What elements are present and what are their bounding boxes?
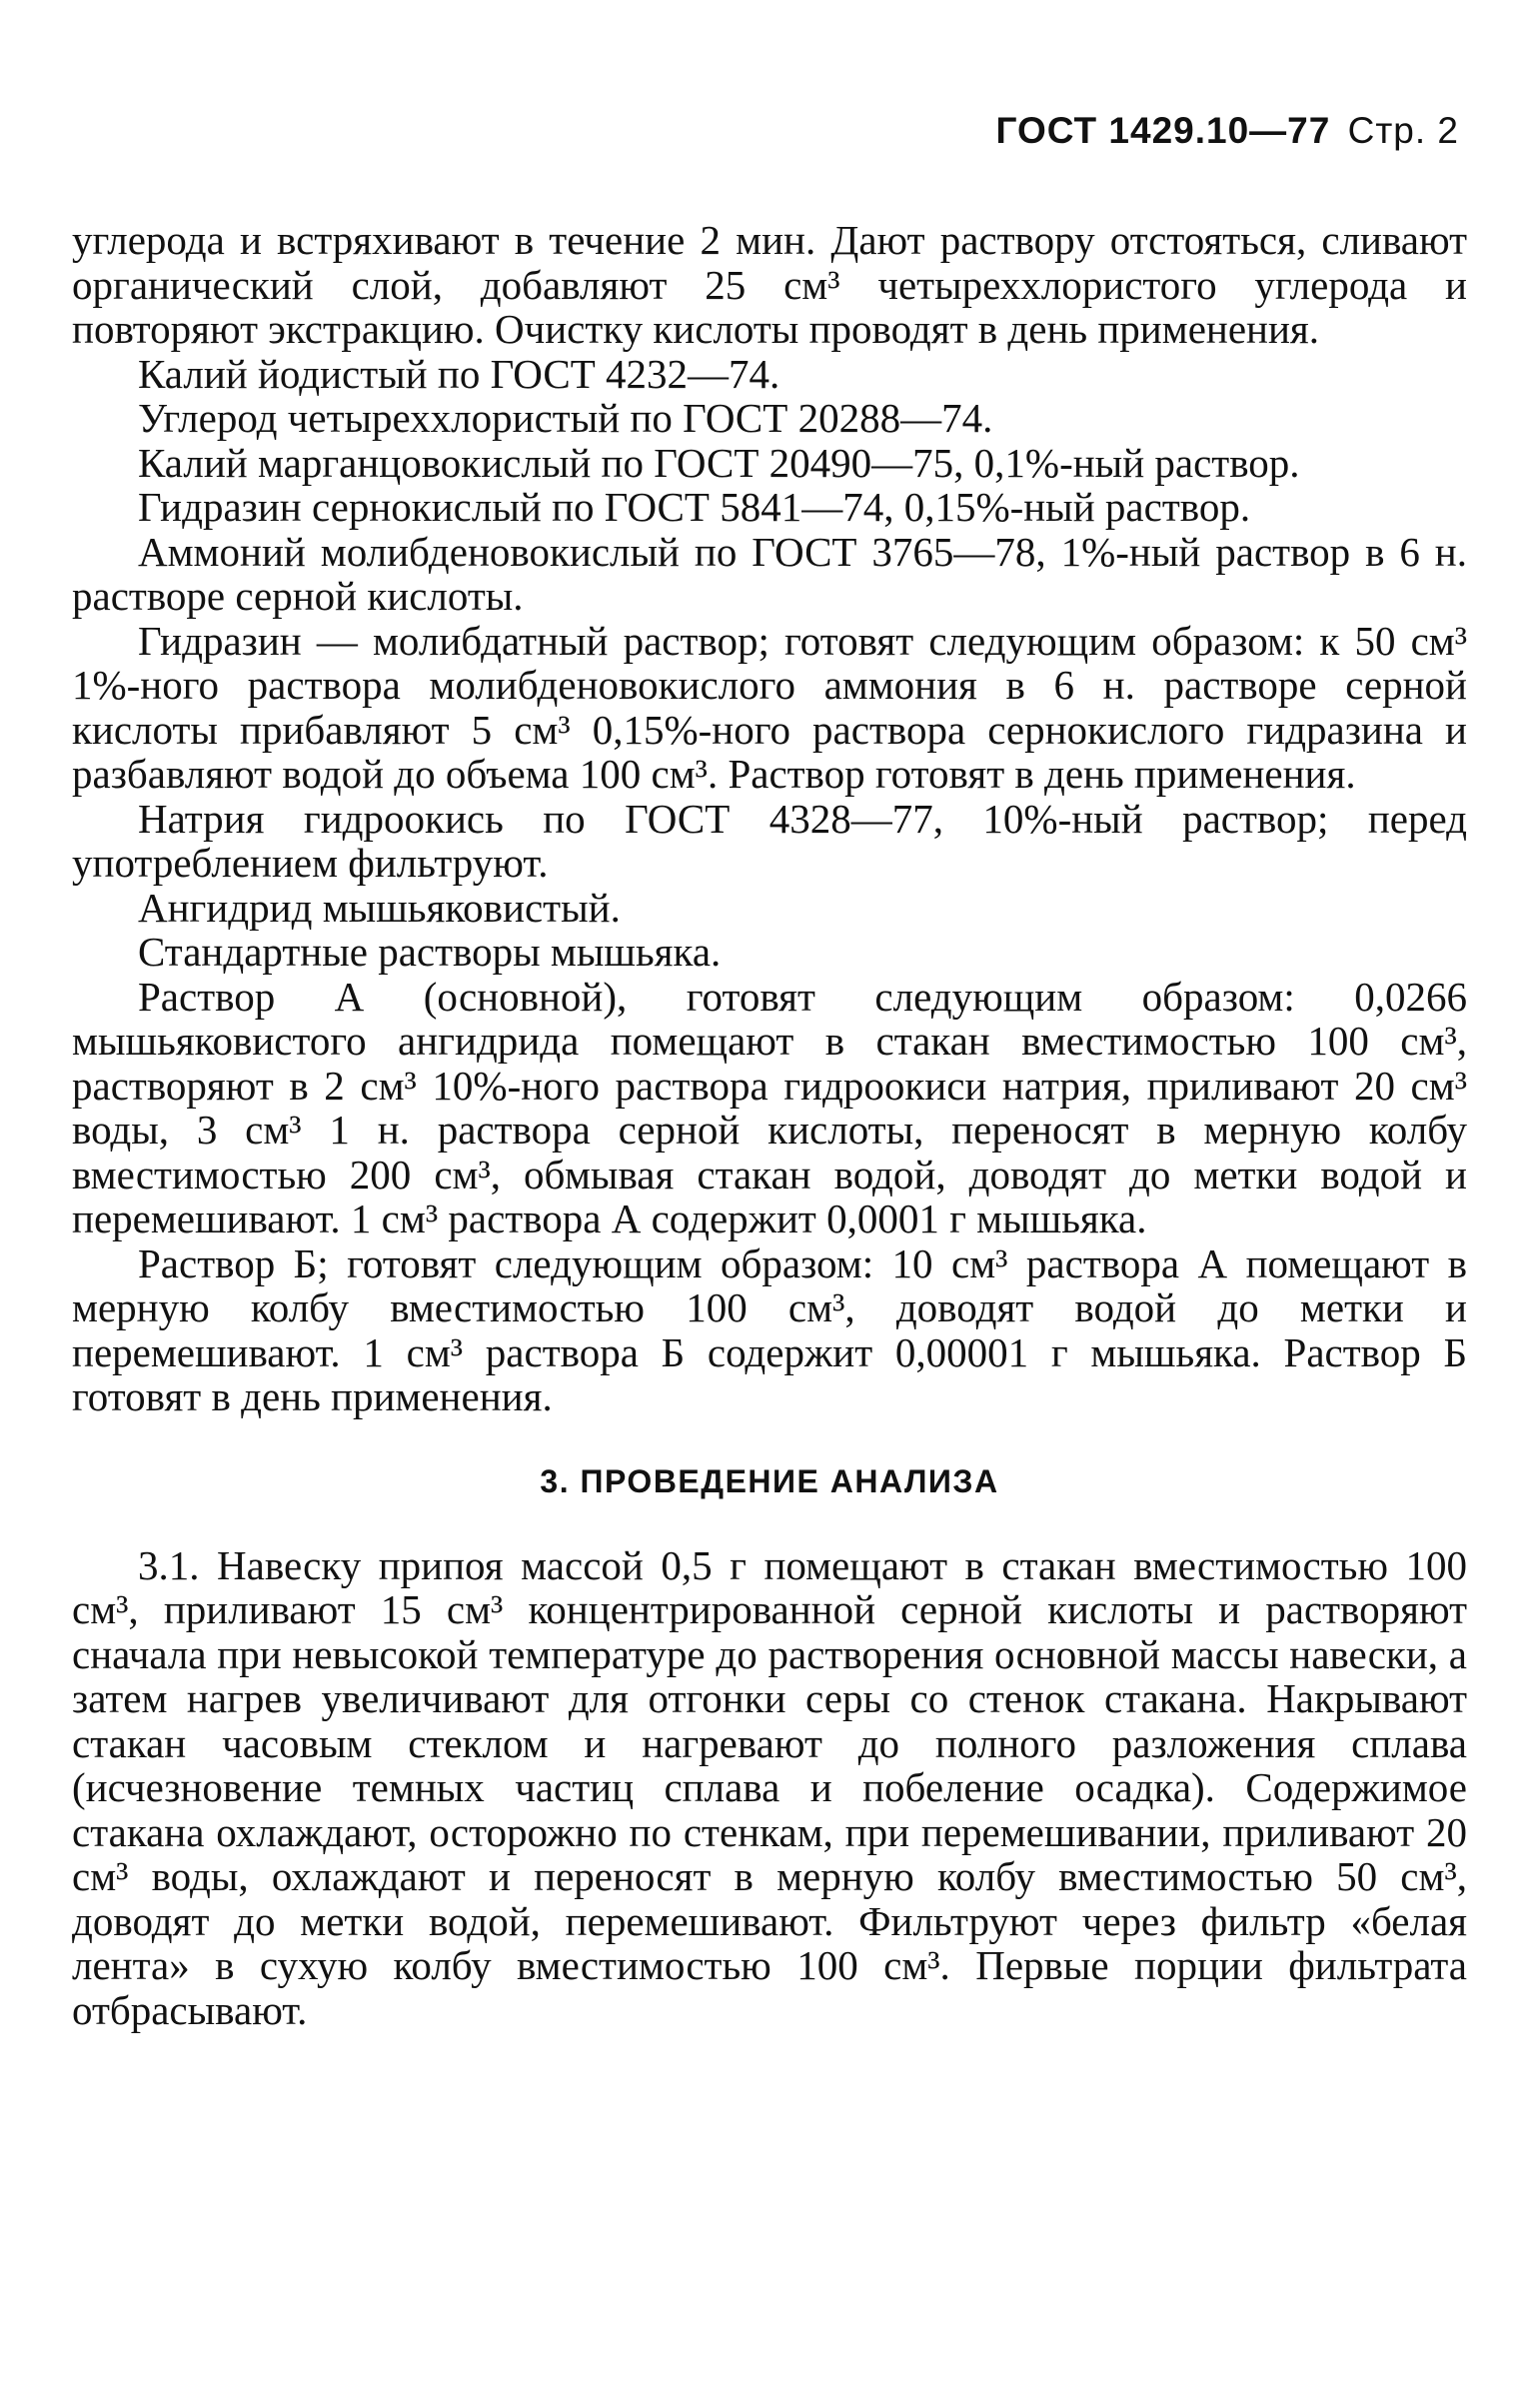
reagent-ammonium-molybdate: Аммоний молибденовокислый по ГОСТ 3765—78, 1%-ный раствор в 6 н. растворе серной кислоты.: [72, 528, 1467, 619]
reagent-hydrazine-molybdate-solution: Гидразин — молибдатный раствор; готовят следующим образом: к 50 см³ 1%-ного раствора молибденовокислого аммония в 6 н. растворе серной кислоты прибавляют 5 см³ 0,15%-ного раствора сернокислого гидразина и разбавляют водой до объема 100 см³. Раствор готовят в день применения.: [72, 617, 1467, 797]
reagent-arsenous-anhydride: Ангидрид мышьяковистый.: [138, 884, 621, 931]
reagent-potassium-permanganate: Калий марганцовокислый по ГОСТ 20490—75, 0,1%-ный раствор.: [138, 439, 1300, 486]
standard-reference: ГОСТ 1429.10—77: [995, 110, 1331, 151]
reagent-sodium-hydroxide: Натрия гидроокись по ГОСТ 4328—77, 10%-ный раствор; перед употреблением фильтруют.: [72, 795, 1467, 886]
paragraph-continuation: углерода и встряхивают в течение 2 мин. Дают раствору отстояться, сливают органический слой, добавляют 25 см³ четыреххлористого углерода и повторяют экстракцию. Очистку кислоты проводят в день применения.: [72, 217, 1467, 352]
document-page: [72, 0, 1467, 2408]
clause-3-1: 3.1. Навеску припоя массой 0,5 г помещают в стакан вместимостью 100 см³, приливают 15 см³ концентрированной серной кислоты и растворяют сначала при невысокой температуре до растворения основной массы навески, а затем нагрев увеличивают для отгонки серы со стенок стакана. Накрывают стакан часовым стеклом и нагревают до полного разложения сплава (исчезновение темных частиц сплава и побеление осадка). Содержимое стакана охлаждают, осторожно по стенкам, при перемешивании, приливают 20 см³ воды, охлаждают и переносят в мерную колбу вместимостью 50 см³, доводят до метки водой, перемешивают. Фильтруют через фильтр «белая лента» в сухую колбу вместимостью 100 см³. Первые порции фильтрата отбрасывают.: [72, 1541, 1467, 2033]
running-header: [995, 110, 1459, 152]
solution-a-description: Раствор А (основной), готовят следующим образом: 0,0266 мышьяковистого ангидрида помещают в стакан вместимостью 100 см³, растворяют в 2 см³ 10%-ного раствора гидроокиси натрия, приливают 20 см³ воды, 3 см³ 1 н. раствора серной кислоты, переносят в мерную колбу вместимостью 200 см³, обмывая стакан водой, доводят до метки водой и перемешивают. 1 см³ раствора А содержит 0,0001 г мышьяка.: [72, 973, 1467, 1241]
page-number: Стр. 2: [1347, 110, 1459, 151]
reagent-potassium-iodide: Калий йодистый по ГОСТ 4232—74.: [138, 350, 780, 397]
solution-b-description: Раствор Б; готовят следующим образом: 10 см³ раствора А помещают в мерную колбу вместимостью 100 см³, доводят водой до метки и перемешивают. 1 см³ раствора Б содержит 0,00001 г мышьяка. Раствор Б готовят в день применения.: [72, 1239, 1467, 1419]
reagent-hydrazine-sulfate: Гидразин сернокислый по ГОСТ 5841—74, 0,15%-ный раствор.: [138, 484, 1251, 530]
body-text: [72, 218, 1467, 2032]
standard-arsenic-solutions: Стандартные растворы мышьяка.: [138, 929, 722, 975]
reagent-carbon-tetrachloride: Углерод четыреххлористый по ГОСТ 20288—74.: [138, 395, 993, 441]
section-title: 3. ПРОВЕДЕНИЕ АНАЛИЗА: [540, 1462, 999, 1499]
